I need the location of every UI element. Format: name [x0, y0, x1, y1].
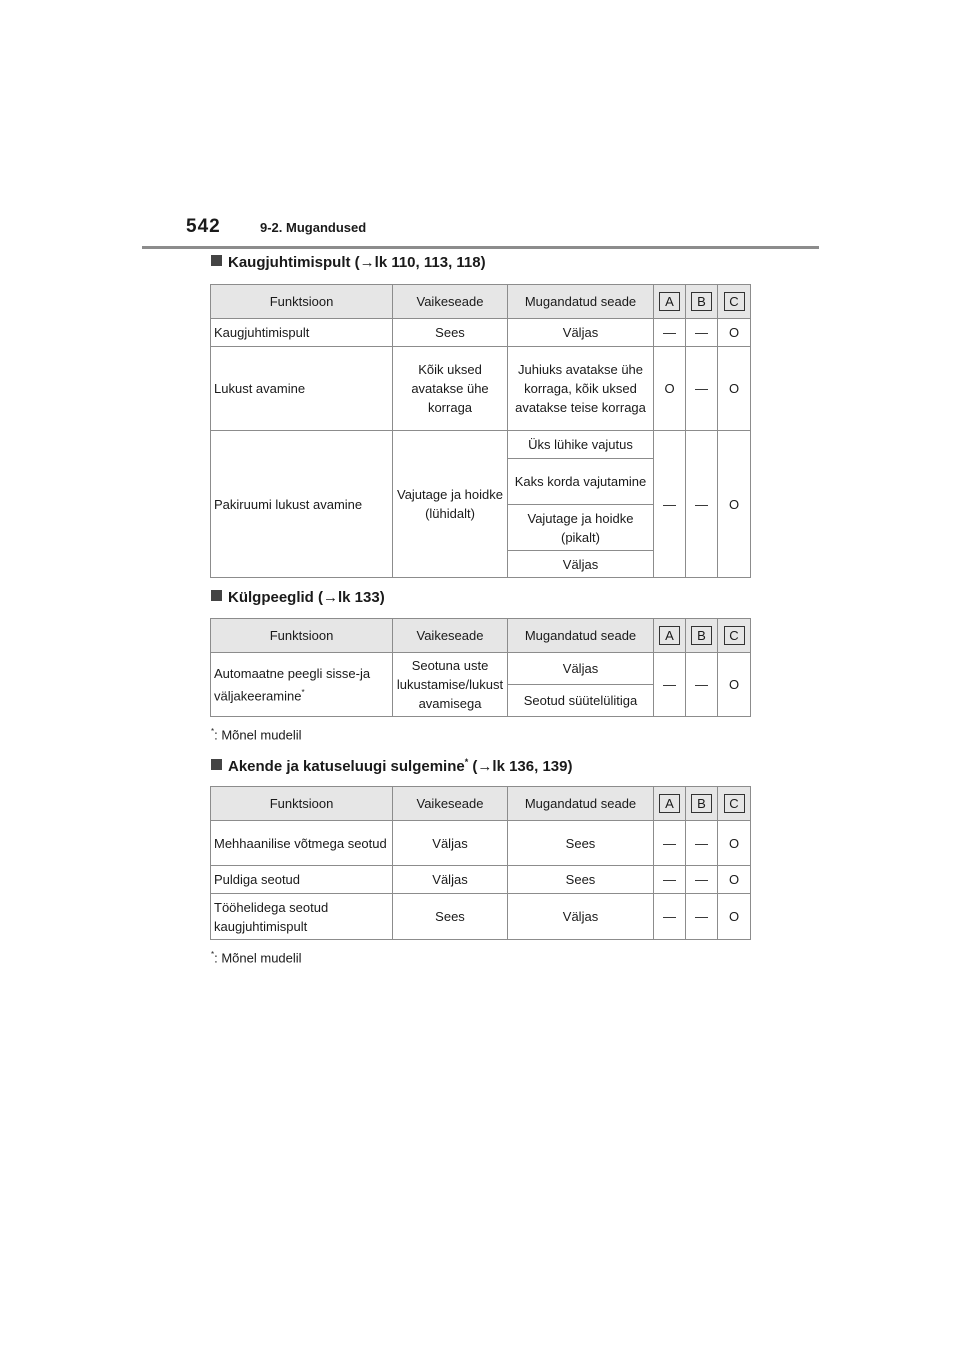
- table-row: Seotud süütelülitiga: [211, 685, 751, 717]
- col-header-c: C: [718, 787, 751, 821]
- col-header-default: Vaikeseade: [393, 619, 508, 653]
- section-title-windows: Akende ja katuseluugi sulgemine* (→lk 136, 139): [211, 757, 572, 775]
- table-header-row: [211, 285, 751, 319]
- page-header: [142, 214, 819, 249]
- square-bullet-icon: [211, 759, 222, 770]
- col-header-c: C: [718, 285, 751, 319]
- col-header-a: A: [654, 619, 686, 653]
- table-row: Pakiruumi lukust avamine Vajutage ja hoidke (lühidalt) Üks lühike vajutus — — O: [211, 431, 751, 459]
- table-row: Vajutage ja hoidke (pikalt): [211, 505, 751, 551]
- table-row: Mehhaanilise võtmega seotud Väljas Sees — — O: [211, 821, 751, 866]
- table-row: Automaatne peegli sisse-ja väljakeeramine* Seotuna uste lukustamise/lukust avamisega Väljas — — O: [211, 653, 751, 685]
- col-header-default: Vaikeseade: [393, 285, 508, 319]
- col-header-c: C: [718, 619, 751, 653]
- table-row: Väljas: [211, 551, 751, 578]
- remote-table: [210, 284, 751, 578]
- table-row: Tööhelidega seotud kaugjuhtimispult Sees Väljas — — O: [211, 894, 751, 940]
- section-title-remote: Kaugjuhtimispult (→lk 110, 113, 118): [211, 254, 486, 271]
- footnote: *: Mõnel mudelil: [211, 950, 302, 966]
- col-header-b: B: [686, 787, 718, 821]
- col-header-b: B: [686, 285, 718, 319]
- col-header-a: A: [654, 285, 686, 319]
- mirrors-table: [210, 618, 751, 717]
- square-bullet-icon: [211, 255, 222, 266]
- square-bullet-icon: [211, 590, 222, 601]
- col-header-custom: Mugandatud seade: [508, 285, 654, 319]
- windows-table: [210, 786, 751, 940]
- section-title-mirrors: Külgpeeglid (→lk 133): [211, 589, 385, 606]
- col-header-function: Funktsioon: [211, 285, 393, 319]
- col-header-default: Vaikeseade: [393, 787, 508, 821]
- table-row: Lukust avamine Kõik uksed avatakse ühe korraga Juhiuks avatakse ühe korraga, kõik uksed avatakse teise korraga O — O: [211, 347, 751, 431]
- col-header-custom: Mugandatud seade: [508, 787, 654, 821]
- col-header-a: A: [654, 787, 686, 821]
- col-header-function: Funktsioon: [211, 619, 393, 653]
- table-row: Kaks korda vajutamine: [211, 459, 751, 505]
- section-label: 9-2. Mugandused: [260, 220, 367, 235]
- table-header-row: [211, 619, 751, 653]
- col-header-b: B: [686, 619, 718, 653]
- col-header-function: Funktsioon: [211, 787, 393, 821]
- footnote: *: Mõnel mudelil: [211, 727, 302, 743]
- table-header-row: [211, 787, 751, 821]
- table-row: Kaugjuhtimispult Sees Väljas — — O: [211, 319, 751, 347]
- col-header-custom: Mugandatud seade: [508, 619, 654, 653]
- page-number: 542: [186, 216, 221, 237]
- table-row: Puldiga seotud Väljas Sees — — O: [211, 866, 751, 894]
